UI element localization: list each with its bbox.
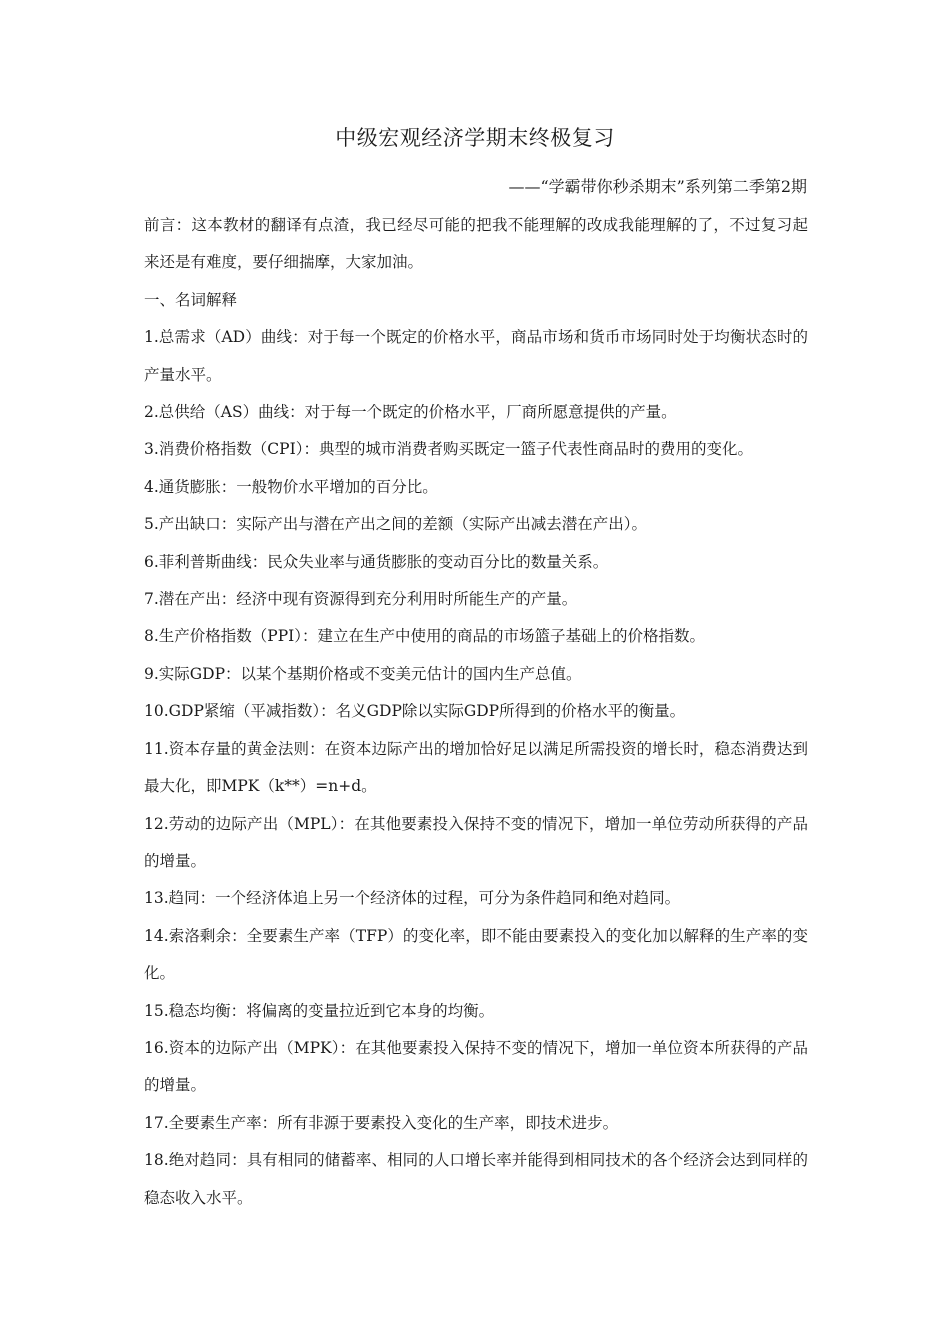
term-definition: 12.劳动的边际产出（MPL）：在其他要素投入保持不变的情况下，增加一单位劳动所获得的产品的增量。 [144, 814, 808, 870]
term-definition: 6.菲利普斯曲线：民众失业率与通货膨胀的变动百分比的数量关系。 [144, 552, 609, 571]
term-definition: 14.索洛剩余：全要素生产率（TFP）的变化率，即不能由要素投入的变化加以解释的生产率的变化。 [144, 926, 808, 983]
term-definition: 1.总需求（AD）曲线：对于每一个既定的价格水平，商品市场和货币市场同时处于均衡状态时的产量水平。 [144, 328, 808, 384]
term-definition: 10.GDP紧缩（平减指数）：名义GDP除以实际GDP所得到的价格水平的衡量。 [144, 702, 686, 721]
term-definition: 2.总供给（AS）曲线：对于每一个既定的价格水平，厂商所愿意提供的产量。 [144, 403, 677, 422]
term-definition: 8.生产价格指数（PPI）：建立在生产中使用的商品的市场篮子基础上的价格指数。 [144, 627, 706, 646]
term-definition: 7.潜在产出：经济中现有资源得到充分利用时所能生产的产量。 [144, 590, 578, 609]
term-definition: 13.趋同：一个经济体追上另一个经济体的过程，可分为条件趋同和绝对趋同。 [144, 889, 681, 908]
document-body [144, 207, 808, 1217]
preface-paragraph: 前言：这本教材的翻译有点渣，我已经尽可能的把我不能理解的改成我能理解的了，不过复习起来还是有难度，要仔细揣摩，大家加油。 [144, 216, 808, 272]
section-heading: 一、名词解释 [144, 290, 238, 309]
term-definition: 5.产出缺口：实际产出与潜在产出之间的差额（实际产出减去潜在产出）。 [144, 515, 648, 534]
term-definition: 17.全要素生产率：所有非源于要素投入变化的生产率，即技术进步。 [144, 1113, 619, 1132]
term-definition: 9.实际GDP：以某个基期价格或不变美元估计的国内生产总值。 [144, 664, 582, 683]
term-definition: 11.资本存量的黄金法则：在资本边际产出的增加恰好足以满足所需投资的增长时，稳态消费达到最大化，即MPK（k**）=n+d。 [144, 739, 808, 796]
term-definition: 16.资本的边际产出（MPK）：在其他要素投入保持不变的情况下，增加一单位资本所获得的产品的增量。 [144, 1038, 808, 1095]
document-title: 中级宏观经济学期末终极复习 [335, 126, 615, 150]
term-definition: 18.绝对趋同：具有相同的储蓄率、相同的人口增长率并能得到相同技术的各个经济会达到同样的稳态收入水平。 [144, 1151, 808, 1207]
document-subtitle: ——“学霸带你秒杀期末”系列第二季第2期 [508, 177, 807, 196]
term-definition: 15.稳态均衡：将偏离的变量拉近到它本身的均衡。 [144, 1001, 495, 1020]
term-definition: 3.消费价格指数（CPI）：典型的城市消费者购买既定一篮子代表性商品时的费用的变化。 [144, 440, 753, 459]
term-definition: 4.通货膨胀：一般物价水平增加的百分比。 [144, 477, 438, 496]
